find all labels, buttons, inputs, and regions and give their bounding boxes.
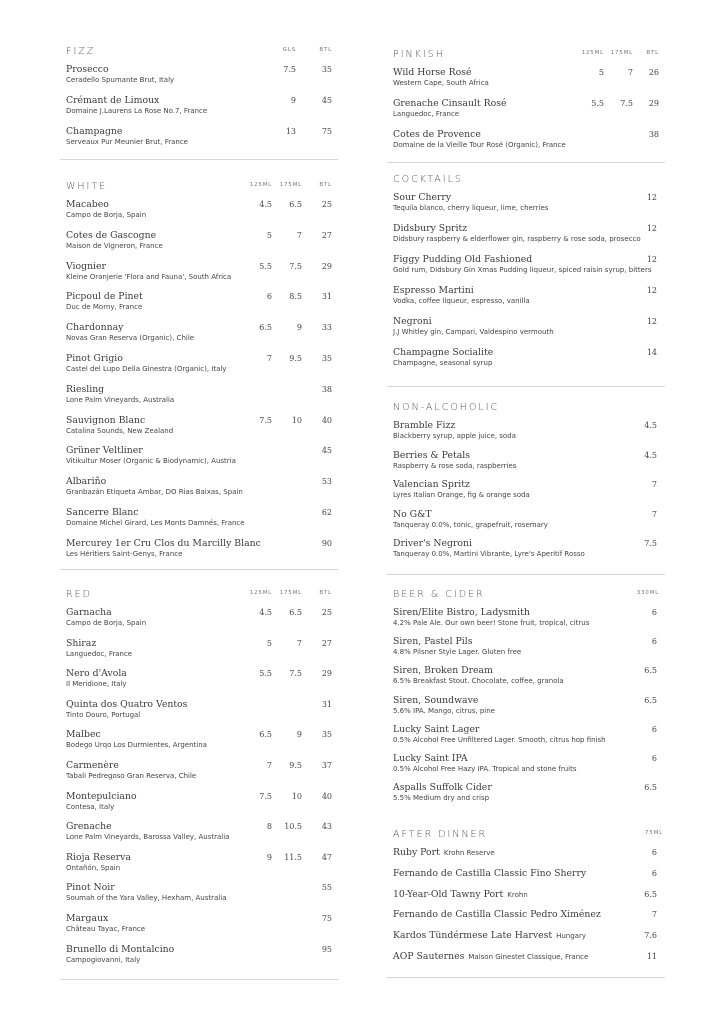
menu-item bbox=[66, 913, 332, 934]
item-name: Champagne Socialite bbox=[393, 347, 494, 358]
section-white bbox=[66, 181, 332, 569]
item-price: 40 bbox=[321, 791, 332, 801]
item-name: Champagne bbox=[66, 126, 123, 137]
item-price: 7 bbox=[651, 480, 657, 490]
item-price: 7 bbox=[627, 68, 633, 77]
item-description: Campo de Borja, Spain bbox=[66, 619, 147, 627]
item-price: 27 bbox=[321, 230, 332, 240]
section-divider bbox=[60, 569, 338, 570]
menu-item bbox=[66, 729, 332, 750]
item-price: 7 bbox=[651, 910, 657, 920]
column-header: GLS bbox=[282, 47, 296, 53]
menu-item bbox=[393, 479, 659, 500]
section-divider bbox=[387, 574, 665, 575]
item-price: 7.5 bbox=[644, 539, 657, 549]
item-name: Fernando de Castilla Classic Fino Sherry bbox=[393, 867, 587, 879]
section-divider bbox=[60, 159, 338, 160]
section-pinkish bbox=[393, 49, 659, 160]
menu-item bbox=[393, 782, 659, 803]
menu-item bbox=[393, 753, 659, 774]
item-description: Blackberry syrup, apple juice, soda bbox=[393, 432, 516, 440]
item-name: Lucky Saint Lager bbox=[393, 723, 480, 735]
item-description: Languedoc, France bbox=[393, 110, 460, 118]
item-description: 6.5% Breakfast Stout. Chocolate, coffee, granola bbox=[393, 677, 564, 686]
item-description: Gold rum, Didsbury Gin Xmas Pudding liqueur, spiced raisin syrup, bitters bbox=[393, 266, 652, 274]
item-price: 13 bbox=[285, 127, 296, 136]
item-price: 9.5 bbox=[289, 761, 302, 770]
item-name: Bramble Fizz bbox=[393, 420, 456, 431]
item-price: 9 bbox=[296, 323, 302, 333]
item-price: 6.5 bbox=[644, 695, 657, 705]
section-title: PINKISH bbox=[393, 49, 445, 60]
item-name: Berries & Petals bbox=[393, 449, 471, 461]
section-title: COCKTAILS bbox=[393, 174, 463, 185]
menu-item bbox=[66, 699, 332, 720]
item-price: 7 bbox=[651, 509, 657, 519]
item-price: 7.5 bbox=[289, 261, 302, 271]
item-description: Maison de Vigneron, France bbox=[66, 241, 163, 250]
item-price: 12 bbox=[646, 193, 657, 202]
menu-item bbox=[66, 126, 332, 147]
section-fizz bbox=[66, 46, 332, 157]
item-price: 10 bbox=[291, 791, 302, 801]
item-price: 11 bbox=[646, 952, 657, 961]
item-name: Pinot Grigio bbox=[66, 353, 123, 364]
item-price: 6.5 bbox=[289, 608, 302, 617]
section-title: BEER & CIDER bbox=[393, 589, 485, 600]
item-name: Riesling bbox=[66, 383, 105, 395]
item-price: 10.5 bbox=[284, 822, 302, 832]
item-name: Siren/Elite Bistro, Ladysmith bbox=[393, 607, 530, 618]
item-price: 25 bbox=[321, 608, 332, 617]
menu-item bbox=[393, 254, 659, 275]
item-description: 4.8% Pilsner Style Lager. Gluten free bbox=[393, 648, 522, 657]
item-price: 5 bbox=[266, 638, 272, 648]
item-description: 4.2% Pale Ale. Our own beer! Stone fruit, tropical, citrus bbox=[393, 619, 590, 627]
item-name: Siren, Soundwave bbox=[393, 694, 479, 706]
item-price: 9.5 bbox=[289, 354, 302, 363]
menu-item bbox=[393, 316, 659, 337]
item-price: 53 bbox=[321, 477, 332, 487]
item-price: 6 bbox=[651, 608, 657, 617]
item-description: Ceradello Spumante Brut, Italy bbox=[66, 76, 175, 84]
item-description: Novas Gran Reserva (Organic), Chile bbox=[66, 334, 195, 343]
item-description: Western Cape, South Africa bbox=[393, 79, 489, 87]
menu-item bbox=[66, 638, 332, 659]
item-name: Lucky Saint IPA bbox=[393, 753, 468, 764]
item-description: Vodka, coffee liqueur, espresso, vanilla bbox=[393, 297, 530, 305]
column-header: 175ML bbox=[610, 50, 633, 56]
item-name: Cotes de Provence bbox=[393, 129, 481, 140]
menu-item bbox=[66, 538, 332, 559]
menu-item bbox=[393, 129, 659, 150]
item-price: 8.5 bbox=[289, 292, 302, 302]
item-name: Grüner Veltliner bbox=[66, 445, 143, 457]
item-price: 6 bbox=[651, 724, 657, 734]
item-price: 6.5 bbox=[644, 666, 657, 676]
item-price: 31 bbox=[321, 292, 332, 302]
menu-item bbox=[393, 347, 659, 368]
item-price: 6 bbox=[651, 637, 657, 647]
item-description: Les Héritiers Saint-Genys, France bbox=[66, 549, 183, 558]
item-price: 11.5 bbox=[284, 852, 302, 862]
item-name: Figgy Pudding Old Fashioned bbox=[393, 254, 533, 265]
menu-item bbox=[393, 285, 659, 306]
item-price: 7.5 bbox=[289, 669, 302, 679]
item-price: 7 bbox=[266, 761, 272, 770]
item-price: 5 bbox=[266, 230, 272, 240]
column-header: BTL bbox=[319, 590, 332, 596]
section-title: AFTER DINNER bbox=[393, 829, 488, 840]
column-header: 175ML bbox=[279, 182, 302, 188]
section-beer-cider bbox=[393, 589, 659, 811]
item-price: 38 bbox=[321, 384, 332, 394]
section-divider bbox=[387, 977, 665, 978]
item-price: 7.5 bbox=[259, 791, 272, 801]
menu-item bbox=[393, 607, 659, 628]
menu-item bbox=[66, 882, 332, 903]
item-description: Domaine J.Laurens La Rose No.7, France bbox=[66, 107, 208, 115]
item-price: 75 bbox=[321, 127, 332, 136]
item-name: Montepulciano bbox=[66, 790, 137, 802]
menu-item bbox=[66, 199, 332, 220]
menu-item bbox=[66, 944, 332, 965]
item-name: Didsbury Spritz bbox=[393, 223, 468, 234]
item-price: 12 bbox=[646, 255, 657, 264]
item-name: Wild Horse Rosé bbox=[393, 67, 472, 78]
item-price: 95 bbox=[321, 944, 332, 954]
item-name: Valencian Spritz bbox=[393, 479, 470, 491]
item-name: Pinot Noir bbox=[66, 882, 115, 894]
menu-item bbox=[66, 384, 332, 405]
item-description: Champagne, seasonal syrup bbox=[393, 359, 493, 367]
menu-item bbox=[66, 668, 332, 689]
item-price: 40 bbox=[321, 415, 332, 425]
menu-item bbox=[393, 223, 659, 244]
item-description: Catalina Sounds, New Zealand bbox=[66, 426, 174, 435]
item-price: 6 bbox=[266, 292, 272, 302]
item-price: 7.5 bbox=[283, 65, 296, 74]
item-price: 6.5 bbox=[259, 730, 272, 740]
item-price: 62 bbox=[321, 508, 332, 517]
item-description: Castel del Lupo Della Ginestra (Organic), Italy bbox=[66, 365, 227, 373]
item-name: 10-Year-Old Tawny Port bbox=[393, 888, 504, 900]
item-name: No G&T bbox=[393, 508, 432, 520]
item-description: Campo de Borja, Spain bbox=[66, 211, 147, 219]
menu-item bbox=[393, 951, 659, 963]
column-header: BTL bbox=[319, 182, 332, 188]
item-description: Contesa, Italy bbox=[66, 802, 115, 811]
item-description: Bodego Urqo Los Durmientes, Argentina bbox=[66, 741, 207, 750]
menu-item bbox=[66, 476, 332, 497]
item-description: Il Meridione, Italy bbox=[66, 680, 127, 689]
item-price: 5 bbox=[598, 68, 604, 77]
item-price: 4.5 bbox=[644, 421, 657, 430]
item-price: 75 bbox=[321, 914, 332, 923]
item-price: 27 bbox=[321, 638, 332, 648]
item-name: Espresso Martini bbox=[393, 285, 474, 296]
item-price: 35 bbox=[321, 730, 332, 740]
item-description: Granbazán Etiqueta Ambar, DO Rias Baixas, Spain bbox=[66, 488, 243, 497]
item-name: Nero d'Avola bbox=[66, 668, 127, 680]
column-header: BTL bbox=[646, 50, 659, 56]
item-name: Carmenère bbox=[66, 760, 119, 771]
item-name: Chardonnay bbox=[66, 322, 124, 334]
item-description: 5.5% Medium dry and crisp bbox=[393, 794, 490, 803]
item-description: Hungary bbox=[556, 932, 586, 941]
item-name: Sour Cherry bbox=[393, 192, 452, 203]
item-name: Quinta dos Quatro Ventos bbox=[66, 698, 188, 710]
item-price: 26 bbox=[648, 68, 659, 77]
item-price: 7 bbox=[266, 354, 272, 363]
item-price: 29 bbox=[648, 99, 659, 108]
column-header: 125ML bbox=[249, 182, 272, 188]
item-price: 90 bbox=[321, 538, 332, 548]
item-price: 12 bbox=[646, 224, 657, 233]
item-price: 6 bbox=[651, 848, 657, 857]
item-name: Prosecco bbox=[66, 64, 109, 75]
item-description: Krohn bbox=[507, 890, 528, 899]
item-name: Picpoul de Pinet bbox=[66, 291, 143, 303]
item-price: 29 bbox=[321, 669, 332, 679]
item-price: 5.5 bbox=[259, 261, 272, 271]
menu-item bbox=[393, 192, 659, 213]
item-description: Duc de Morny, France bbox=[66, 303, 143, 312]
column-header: 125ML bbox=[249, 590, 272, 596]
item-price: 10 bbox=[291, 415, 302, 425]
section-divider bbox=[387, 162, 665, 163]
item-price: 8 bbox=[266, 822, 272, 832]
menu-item bbox=[393, 450, 659, 471]
menu-item bbox=[393, 930, 659, 942]
item-price: 6.5 bbox=[259, 323, 272, 333]
menu-item bbox=[66, 507, 332, 528]
item-name: Driver's Negroni bbox=[393, 538, 472, 550]
menu-item bbox=[66, 821, 332, 842]
section-divider bbox=[387, 386, 665, 387]
column-header: 330ML bbox=[636, 590, 659, 596]
menu-item bbox=[393, 538, 659, 559]
menu-item bbox=[66, 791, 332, 812]
item-name: AOP Sauternes bbox=[393, 951, 465, 962]
item-price: 47 bbox=[321, 852, 332, 862]
column-header: 75ML bbox=[644, 830, 663, 836]
item-price: 12 bbox=[646, 317, 657, 326]
item-description: Domaine de la Vieille Tour Rosé (Organic), France bbox=[393, 141, 566, 149]
item-name: Cotes de Gascogne bbox=[66, 229, 157, 241]
section-title: WHITE bbox=[66, 181, 108, 192]
menu-item bbox=[393, 67, 659, 88]
item-description: Campogiovanni, Italy bbox=[66, 955, 141, 964]
menu-item bbox=[393, 909, 659, 921]
item-name: Macabeo bbox=[66, 199, 109, 210]
menu-item bbox=[393, 665, 659, 686]
item-name: Shiraz bbox=[66, 637, 97, 649]
item-description: Ontañón, Spain bbox=[66, 863, 121, 872]
item-price: 4.5 bbox=[259, 200, 272, 209]
item-name: Negroni bbox=[393, 316, 432, 327]
section-title: RED bbox=[66, 589, 92, 600]
item-name: Malbec bbox=[66, 729, 101, 741]
item-name: Viognier bbox=[66, 260, 106, 272]
item-name: Grenache bbox=[66, 821, 112, 833]
item-description: Serveaux Pur Meunier Brut, France bbox=[66, 138, 188, 146]
item-price: 25 bbox=[321, 200, 332, 209]
item-price: 55 bbox=[321, 883, 332, 893]
item-price: 5.5 bbox=[591, 99, 604, 108]
item-description: Maison Ginestet Classique, France bbox=[468, 953, 589, 961]
item-price: 38 bbox=[648, 130, 659, 139]
item-price: 6.5 bbox=[289, 200, 302, 209]
item-description: Lone Palm Vineyards, Australia bbox=[66, 395, 175, 404]
item-description: J.J Whitley gin, Campari, Valdespino vermouth bbox=[393, 328, 554, 336]
item-description: Tabali Pedregoso Gran Reserva, Chile bbox=[66, 772, 197, 780]
menu-item bbox=[393, 724, 659, 745]
item-name: Ruby Port bbox=[393, 847, 440, 858]
item-price: 14 bbox=[646, 348, 657, 357]
item-name: Rioja Reserva bbox=[66, 851, 131, 863]
section-after-dinner bbox=[393, 829, 663, 972]
item-description: Kleine Oranjerie 'Flora and Fauna', South Africa bbox=[66, 272, 232, 281]
item-description: 0.5% Alcohol Free Unfiltered Lager. Smooth, citrus hop finish bbox=[393, 735, 606, 744]
item-description: Didsbury raspberry & elderflower gin, raspberry & rose soda, prosecco bbox=[393, 235, 641, 243]
menu-item bbox=[66, 95, 332, 116]
item-price: 29 bbox=[321, 261, 332, 271]
item-description: Lyres Italian Orange, fig & orange soda bbox=[393, 491, 530, 500]
item-description: Soumah of the Yara Valley, Hexham, Australia bbox=[66, 894, 227, 903]
section-red bbox=[66, 589, 332, 974]
menu-item bbox=[393, 695, 659, 716]
item-name: Siren, Pastel Pils bbox=[393, 636, 473, 648]
menu-item bbox=[66, 353, 332, 374]
menu-item bbox=[66, 261, 332, 282]
menu-item bbox=[393, 98, 659, 119]
item-price: 12 bbox=[646, 286, 657, 295]
section-divider bbox=[60, 979, 338, 980]
column-header: 175ML bbox=[279, 590, 302, 596]
item-description: 0.5% Alcohol Free Hazy IPA. Tropical and stone fruits bbox=[393, 765, 577, 773]
item-description: Languedoc, France bbox=[66, 649, 133, 658]
item-description: Tanqueray 0.0%, Martini Vibrante, Lyre's Aperitif Rosso bbox=[393, 550, 585, 559]
menu-item bbox=[393, 889, 659, 901]
item-description: Krohn Reserve bbox=[443, 849, 495, 857]
item-price: 9 bbox=[266, 852, 272, 862]
item-price: 43 bbox=[321, 822, 332, 832]
item-name: Mercurey 1er Cru Clos du Marcilly Blanc bbox=[66, 537, 261, 549]
menu-item bbox=[393, 868, 659, 880]
menu-item bbox=[393, 420, 659, 441]
menu-item bbox=[393, 847, 659, 859]
item-description: Lone Palm Vineyards, Barossa Valley, Australia bbox=[66, 833, 230, 842]
item-description: Château Tayac, France bbox=[66, 925, 146, 933]
item-name: Sancerre Blanc bbox=[66, 507, 139, 518]
item-price: 5.5 bbox=[259, 669, 272, 679]
item-name: Kardos Tündérmese Late Harvest bbox=[393, 930, 553, 942]
item-description: Tinto Douro, Portugal bbox=[66, 710, 141, 719]
item-price: 35 bbox=[321, 65, 332, 74]
item-name: Albariño bbox=[66, 476, 107, 488]
section-title: NON-ALCOHOLIC bbox=[393, 402, 500, 413]
item-name: Aspalls Suffolk Cider bbox=[393, 782, 492, 794]
menu-item bbox=[66, 760, 332, 781]
item-name: Brunello di Montalcino bbox=[66, 943, 175, 955]
menu-item bbox=[66, 445, 332, 466]
item-price: 37 bbox=[321, 761, 332, 770]
section-cocktails bbox=[393, 174, 659, 378]
item-name: Fernando de Castilla Classic Pedro Ximénez bbox=[393, 909, 601, 921]
item-price: 45 bbox=[321, 96, 332, 105]
item-price: 31 bbox=[321, 699, 332, 709]
item-name: Grenache Cinsault Rosé bbox=[393, 98, 507, 109]
item-price: 6.5 bbox=[644, 783, 657, 793]
item-price: 45 bbox=[321, 446, 332, 456]
item-description: Vitikultur Moser (Organic & Biodynamic), Austria bbox=[66, 457, 236, 466]
item-name: Margaux bbox=[66, 913, 109, 924]
item-price: 9 bbox=[296, 730, 302, 740]
column-header: 125ML bbox=[581, 50, 604, 56]
section-title: FIZZ bbox=[66, 46, 96, 57]
column-header: BTL bbox=[319, 47, 332, 53]
menu-item bbox=[66, 322, 332, 343]
item-price: 35 bbox=[321, 354, 332, 363]
menu-item bbox=[66, 291, 332, 312]
item-price: 4.5 bbox=[644, 450, 657, 460]
item-price: 7 bbox=[296, 638, 302, 648]
item-name: Crémant de Limoux bbox=[66, 95, 160, 106]
item-price: 4.5 bbox=[259, 608, 272, 617]
section-non-alcoholic bbox=[393, 402, 659, 568]
item-price: 7.6 bbox=[644, 931, 657, 941]
item-description: 5.6% IPA. Mango, citrus, pine bbox=[393, 706, 495, 715]
item-description: Tanqueray 0.0%, tonic, grapefruit, rosemary bbox=[393, 520, 548, 529]
menu-item bbox=[393, 509, 659, 530]
item-price: 6 bbox=[651, 754, 657, 763]
menu-item bbox=[393, 636, 659, 657]
item-price: 7.5 bbox=[620, 99, 633, 108]
menu-item bbox=[66, 415, 332, 436]
item-price: 7.5 bbox=[259, 415, 272, 425]
item-description: Domaine Michel Girard, Les Monts Damnés, France bbox=[66, 519, 245, 527]
item-price: 6.5 bbox=[644, 889, 657, 899]
item-description: Raspberry & rose soda, raspberries bbox=[393, 461, 517, 470]
item-price: 6 bbox=[651, 868, 657, 878]
menu-item bbox=[66, 230, 332, 251]
menu-item bbox=[66, 64, 332, 85]
menu-item bbox=[66, 852, 332, 873]
item-price: 9 bbox=[290, 96, 296, 105]
item-name: Garnacha bbox=[66, 607, 112, 618]
item-price: 33 bbox=[321, 323, 332, 333]
item-description: Tequila blanco, cherry liqueur, lime, cherries bbox=[393, 204, 549, 212]
menu-item bbox=[66, 607, 332, 628]
item-name: Sauvignon Blanc bbox=[66, 414, 146, 426]
item-price: 7 bbox=[296, 230, 302, 240]
item-name: Siren, Broken Dream bbox=[393, 665, 493, 677]
